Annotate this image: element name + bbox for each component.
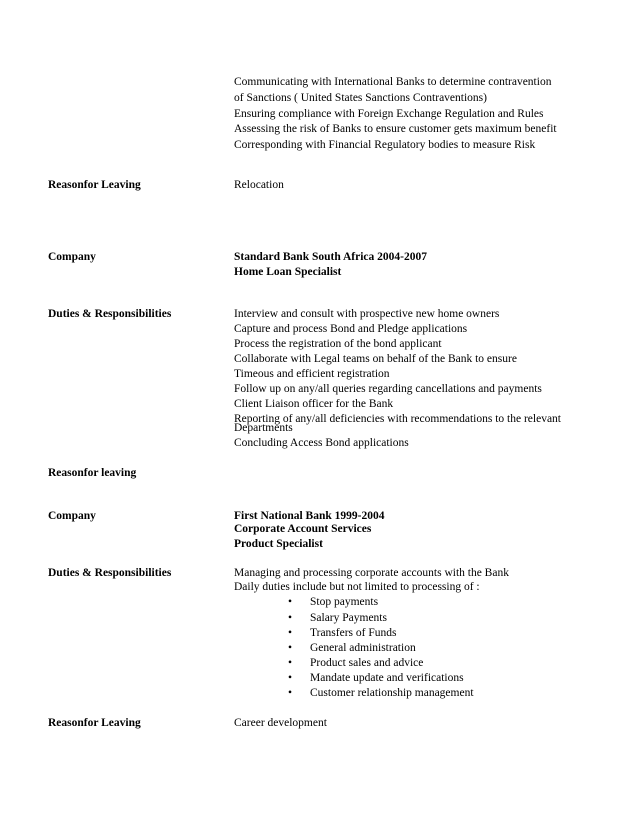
duty-line: Timeous and efficient registration <box>234 368 390 380</box>
job-title: Product Specialist <box>234 538 323 550</box>
reason-for-leaving-value: Relocation <box>234 179 284 191</box>
bullet-icon: • <box>288 627 293 639</box>
duty-line: Concluding Access Bond applications <box>234 437 409 449</box>
duty-line: Reporting of any/all deficiencies with recommendations to the relevant <box>234 413 562 425</box>
list-item <box>288 641 416 655</box>
company-name: First National Bank 1999-2004 <box>234 510 385 522</box>
bullet-icon: • <box>288 672 293 684</box>
duty-line: Corresponding with Financial Regulatory bodies to measure Risk <box>234 139 536 151</box>
list-item <box>288 656 423 670</box>
duties-label: Duties & Responsibilities <box>48 567 172 579</box>
list-item <box>288 626 396 640</box>
list-item <box>288 671 464 685</box>
reason-for-leaving-label: Reasonfor Leaving <box>48 179 141 191</box>
bullet-icon: • <box>288 687 293 699</box>
duty-line: of Sanctions ( United States Sanctions Contraventions) <box>234 92 487 104</box>
duty-line: Client Liaison officer for the Bank <box>234 398 394 410</box>
list-item <box>288 611 387 625</box>
list-item <box>288 595 378 609</box>
duty-line: Interview and consult with prospective new home owners <box>234 308 500 320</box>
list-item-text: Mandate update and verifications <box>310 672 464 684</box>
bullet-icon: • <box>288 596 293 608</box>
reason-for-leaving-label: Reasonfor Leaving <box>48 717 141 729</box>
company-name: Standard Bank South Africa 2004-2007 <box>234 251 427 263</box>
bullet-icon: • <box>288 657 293 669</box>
list-item-text: Product sales and advice <box>310 657 424 669</box>
duty-line: Collaborate with Legal teams on behalf of the Bank to ensure <box>234 353 517 365</box>
department: Corporate Account Services <box>234 523 372 535</box>
bullet-icon: • <box>288 612 293 624</box>
job-title: Home Loan Specialist <box>234 266 342 278</box>
list-item-text: Stop payments <box>310 596 379 608</box>
duty-line: Capture and process Bond and Pledge applications <box>234 323 468 335</box>
company-label: Company <box>48 510 96 522</box>
duty-line: Departments <box>234 422 293 434</box>
list-item-text: Customer relationship management <box>310 687 474 699</box>
list-item-text: General administration <box>310 642 416 654</box>
duty-line: Process the registration of the bond applicant <box>234 338 442 350</box>
list-item-text: Salary Payments <box>310 612 387 624</box>
list-item-text: Transfers of Funds <box>310 627 397 639</box>
duties-label: Duties & Responsibilities <box>48 308 172 320</box>
duty-line: Assessing the risk of Banks to ensure customer gets maximum benefit <box>234 123 557 135</box>
reason-for-leaving-value: Career development <box>234 717 327 729</box>
duty-line: Managing and processing corporate accounts with the Bank <box>234 567 509 579</box>
duty-line: Ensuring compliance with Foreign Exchange Regulation and Rules <box>234 108 544 120</box>
duty-line: Daily duties include but not limited to processing of : <box>234 581 480 593</box>
list-item <box>288 686 474 700</box>
reason-for-leaving-label: Reasonfor leaving <box>48 467 137 479</box>
duty-line: Follow up on any/all queries regarding cancellations and payments <box>234 383 542 395</box>
company-label: Company <box>48 251 96 263</box>
duty-line: Communicating with International Banks to determine contravention <box>234 76 552 88</box>
bullet-icon: • <box>288 642 293 654</box>
